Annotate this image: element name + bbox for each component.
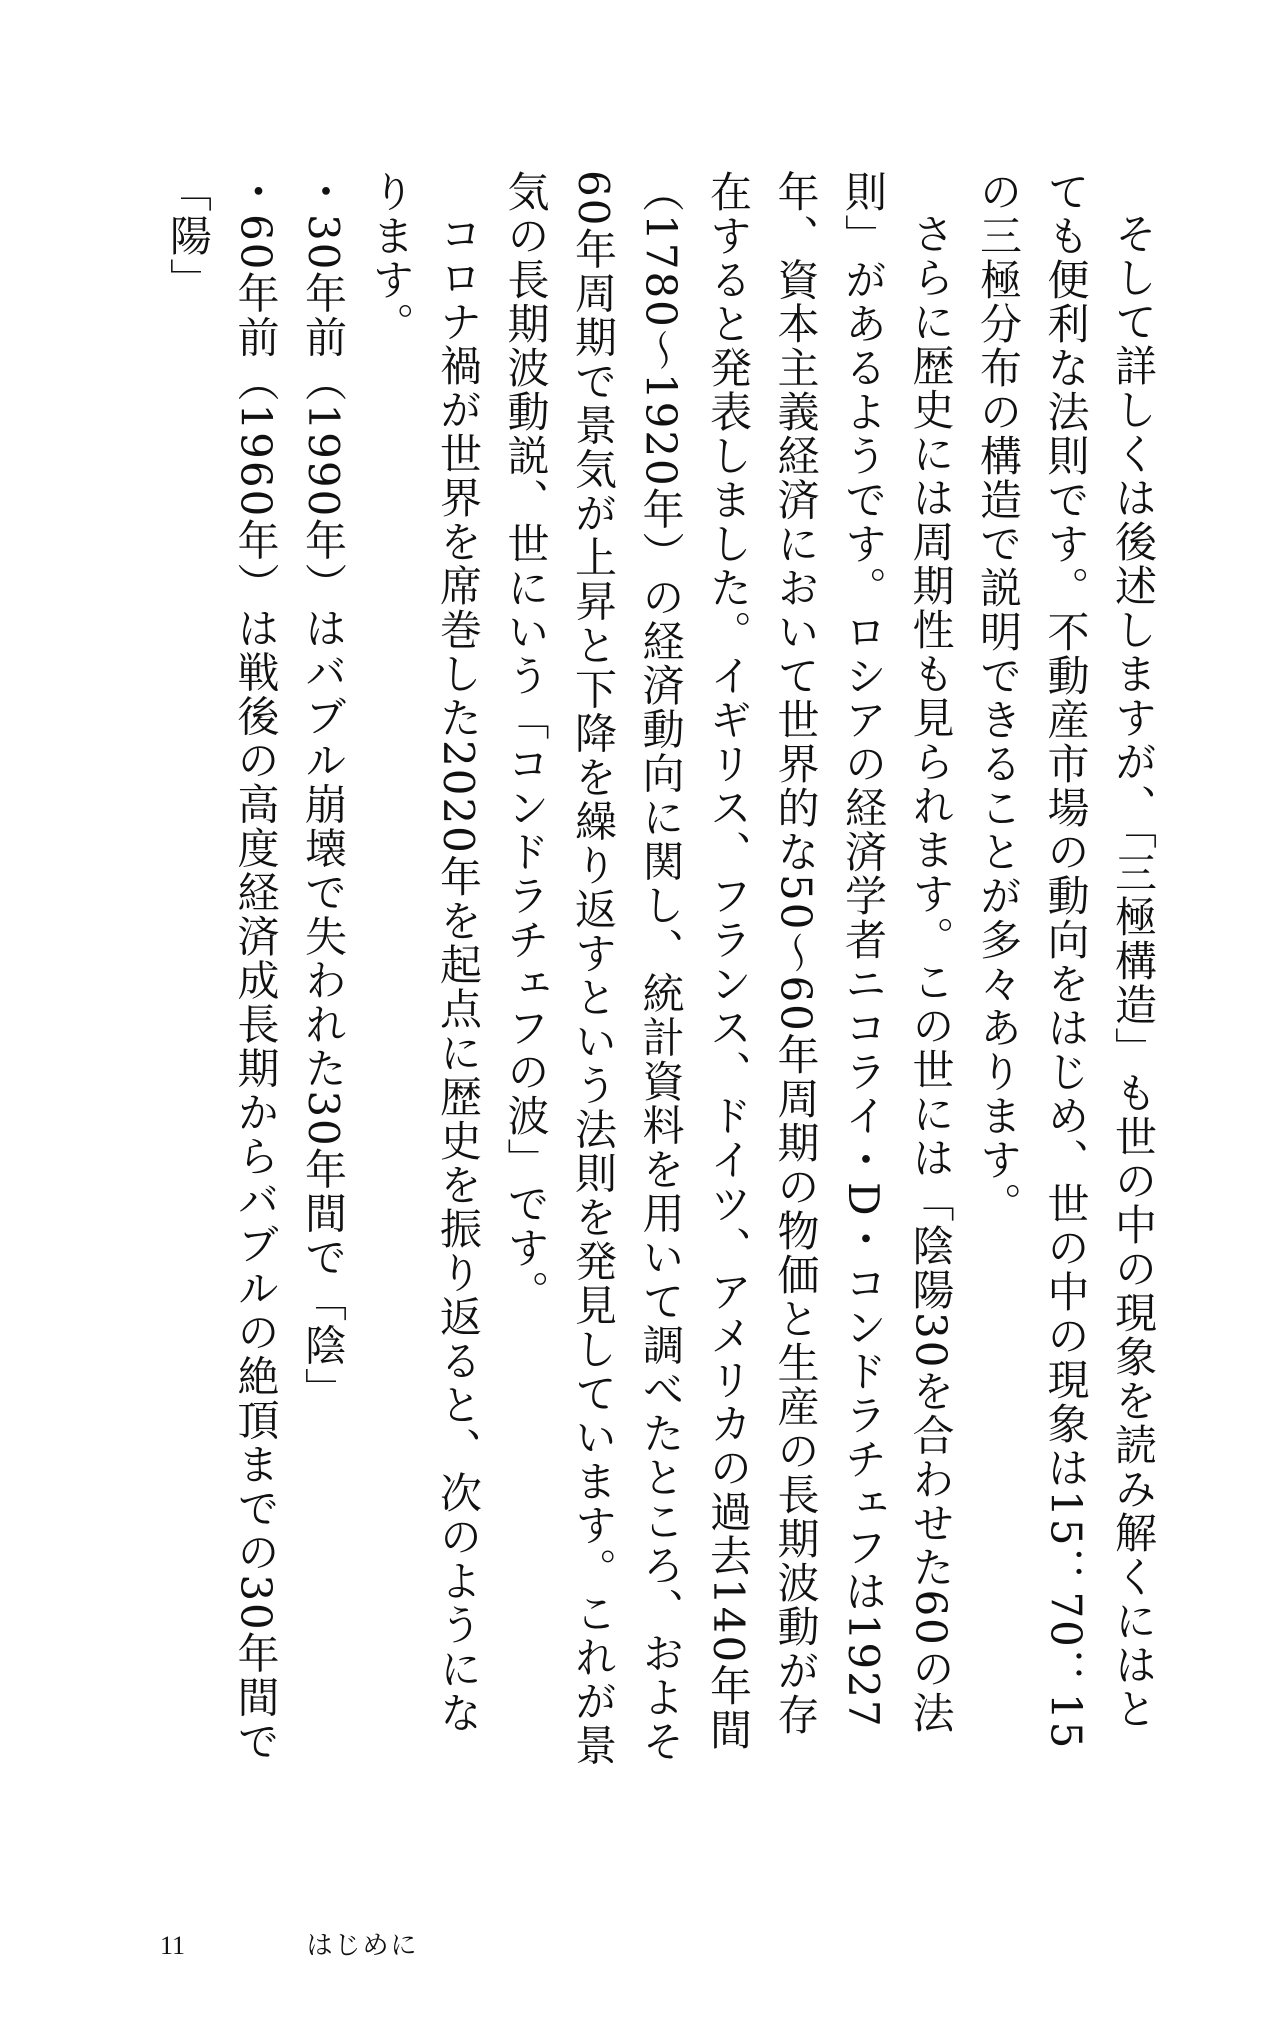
paragraph-three-pole-structure: そして詳しくは後述しますが、「三極構造」も世の中の現象を読み解くにはとても便利な法則です。不動産市場の動向をはじめ、世の中の現象は15：70：15の三極分布の構造で説明できることが多々あります。 — [974, 170, 1158, 1751]
vertical-text-body — [87, 170, 1167, 1770]
bullet-30-years-ago: ・30年前（1990年）はバブル崩壊で失われた30年間で「陰」 — [299, 170, 348, 1412]
paragraph-corona-history: コロナ禍が世界を席巻した2020年を起点に歴史を振り返ると、次のようになります。 — [366, 170, 483, 1735]
bullet-60-years-ago: ・60年前（1960年）は戦後の高度経済成長期からバブルの絶頂までの30年間で「陽」 — [164, 170, 281, 1764]
page-number: 11 — [160, 1931, 186, 1960]
paragraph-kondratiev-wave: さらに歴史には周期性も見られます。この世には「陰陽30を合わせた60の法則」があるようです。ロシアの経済学者ニコライ・D・コンドラチェフは1927年、資本主義経済において世界的な50～60年周期の物価と生産の長期波動が存在すると発表しました。イギリス、フランス、ドイツ、アメリカの過去140年間（1780～1920年）の経済動向に関し、統計資料を用いて調べたところ、およそ60年周期で景気が上昇と下降を繰り返すという法則を発見しています。これが景気の長期波動説、世にいう「コンドラチェフの波」です。 — [501, 170, 956, 1768]
running-section-title: はじめに — [306, 1931, 419, 1960]
page-footer — [160, 1925, 419, 1962]
